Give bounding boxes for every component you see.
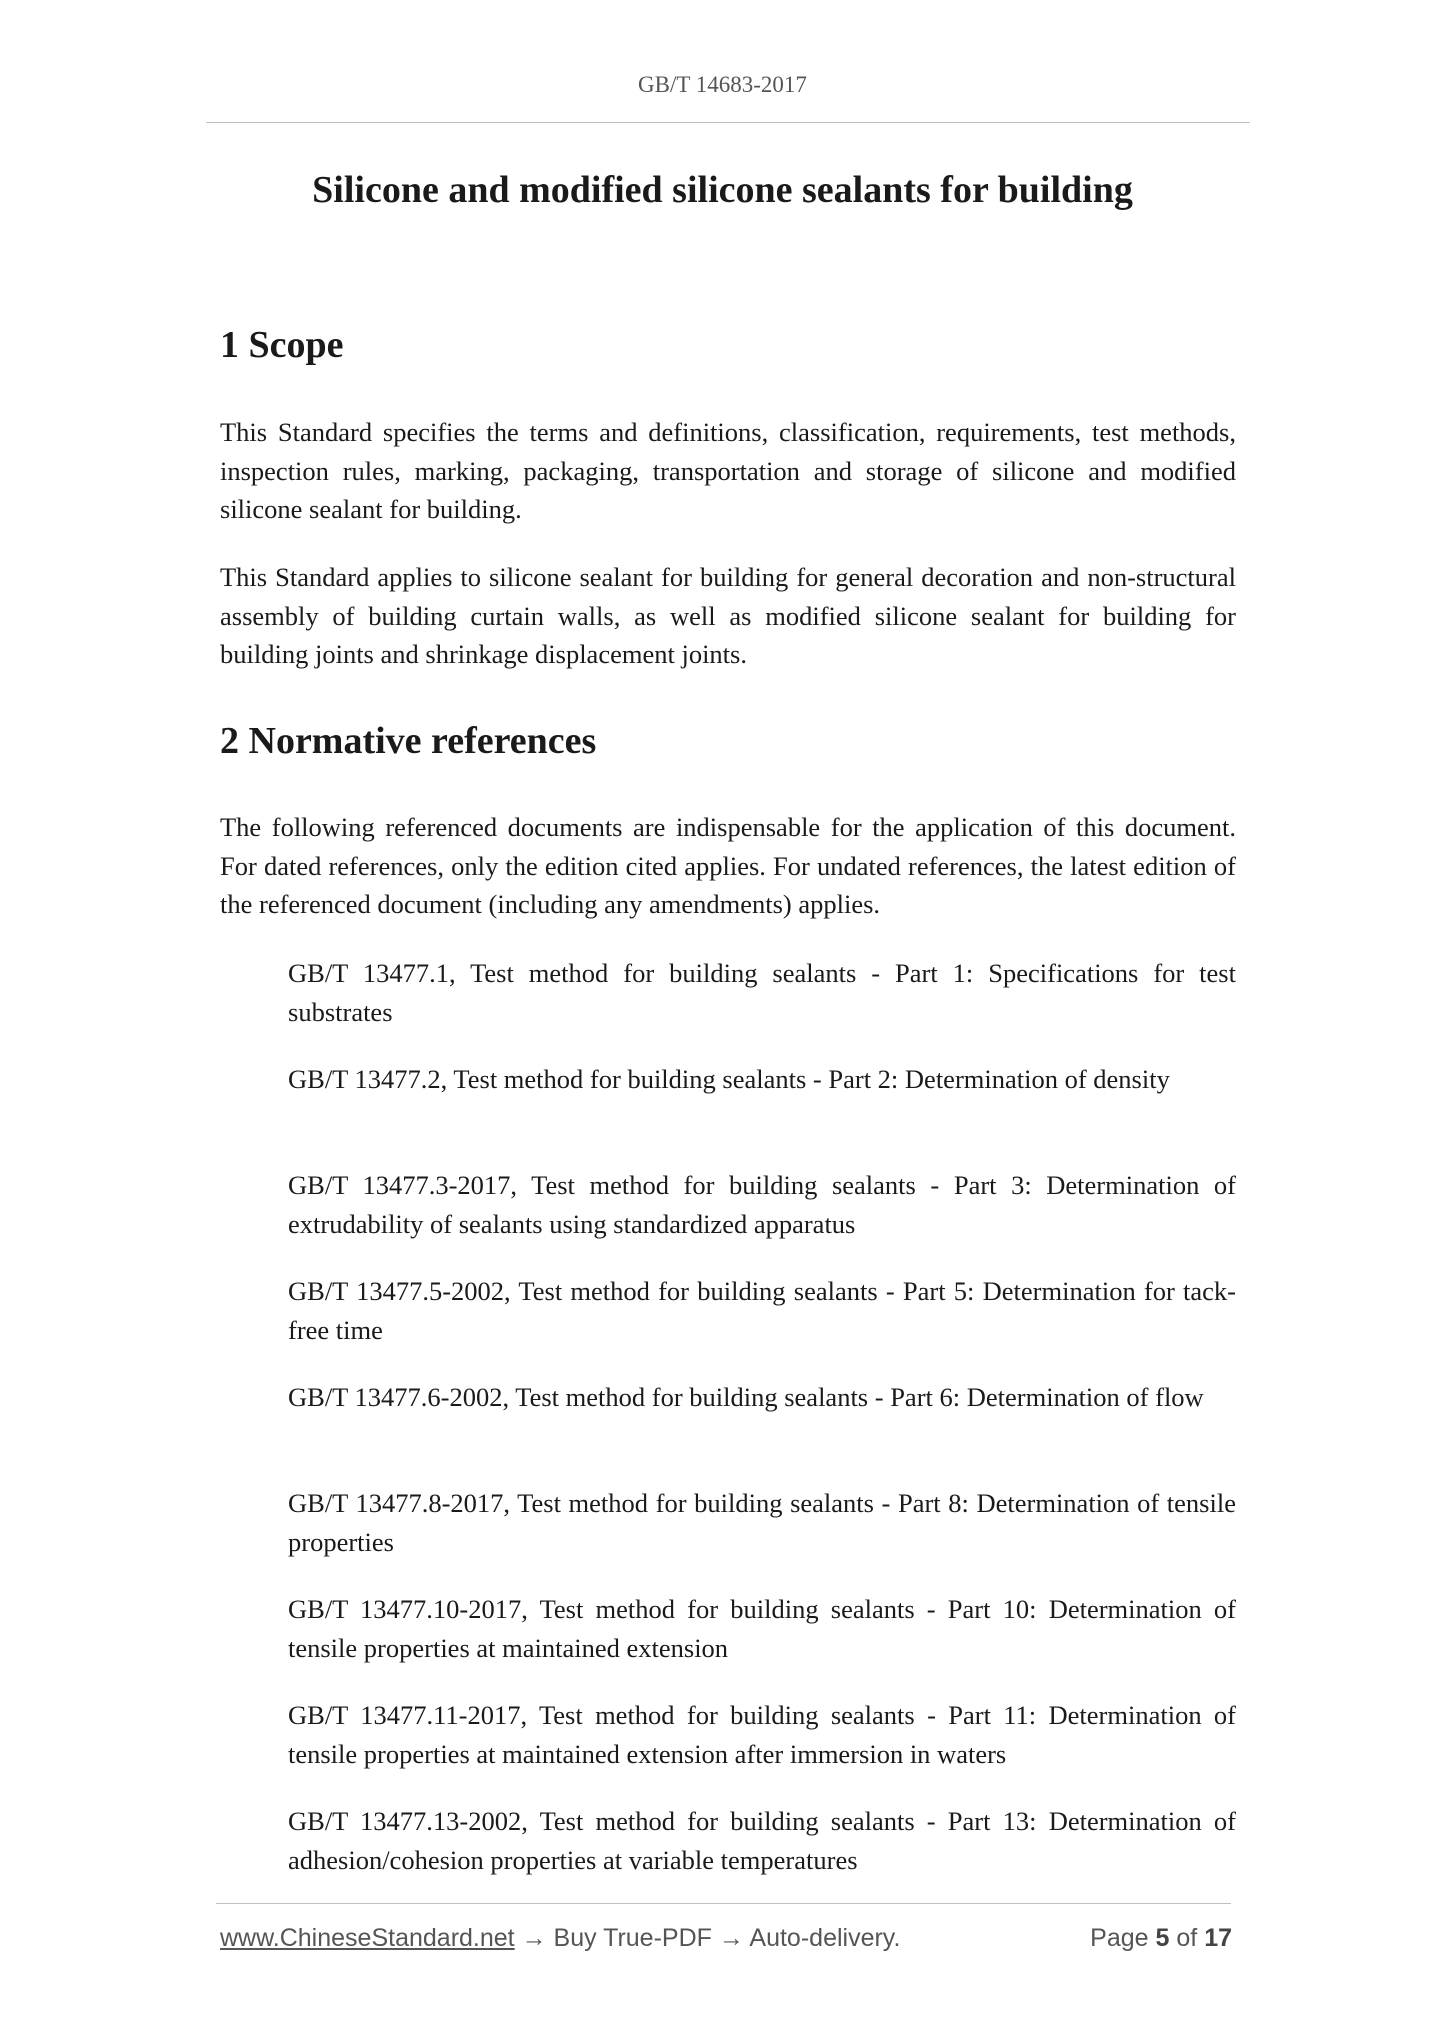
- reference-item: GB/T 13477.3-2017, Test method for building sealants - Part 3: Determination of extrudability of sealants using standardized apparatus: [288, 1170, 1236, 1239]
- scope-heading-block: [220, 322, 1236, 368]
- footer-website-link[interactable]: www.ChineseStandard.net: [220, 1924, 515, 1952]
- normative-references-intro: The following referenced documents are indispensable for the application of this document. For dated references, only the edition cited applies. For undated references, the latest edition of the referenced document (including any amendments) applies.: [220, 812, 1236, 919]
- page-current: 5: [1155, 1924, 1170, 1952]
- page-number-indicator: [1090, 1924, 1232, 1953]
- document-title: Silicone and modified silicone sealants for building: [312, 169, 1133, 211]
- page-footer: [220, 1924, 1232, 1953]
- reference-item: GB/T 13477.2, Test method for building sealants - Part 2: Determination of density: [288, 1064, 1170, 1094]
- reference-item: GB/T 13477.6-2002, Test method for building sealants - Part 6: Determination of flow: [288, 1382, 1204, 1412]
- reference-item: GB/T 13477.13-2002, Test method for building sealants - Part 13: Determination of adhesion/cohesion properties at variable temperatures: [288, 1806, 1236, 1875]
- scope-heading: 1 Scope: [220, 324, 344, 366]
- reference-item: GB/T 13477.5-2002, Test method for building sealants - Part 5: Determination for tack-free time: [288, 1276, 1236, 1345]
- footer-promo-text: → Buy True-PDF → Auto-delivery.: [521, 1924, 901, 1952]
- reference-item: GB/T 13477.8-2017, Test method for building sealants - Part 8: Determination of tensile properties: [288, 1488, 1236, 1557]
- running-header: GB/T 14683-2017: [638, 72, 807, 97]
- normative-references-heading: 2 Normative references: [220, 720, 597, 762]
- reference-item: GB/T 13477.10-2017, Test method for building sealants - Part 10: Determination of tensile properties at maintained extension: [288, 1594, 1236, 1663]
- page-total: 17: [1204, 1924, 1232, 1952]
- scope-paragraph-2-block: [220, 558, 1236, 674]
- footer-divider: [216, 1903, 1231, 1904]
- reference-item: GB/T 13477.11-2017, Test method for building sealants - Part 11: Determination of tensile properties at maintained extension after immersion in waters: [288, 1700, 1236, 1769]
- scope-paragraph-2: This Standard applies to silicone sealant for building for general decoration and non-structural assembly of building curtain walls, as well as modified silicone sealant for building for building joints and shrinkage displacement joints.: [220, 562, 1236, 669]
- header-divider: [206, 122, 1250, 123]
- reference-item: GB/T 13477.1, Test method for building sealants - Part 1: Specifications for test substrates: [288, 958, 1236, 1027]
- scope-paragraph-1: This Standard specifies the terms and definitions, classification, requirements, test methods, inspection rules, marking, packaging, transportation and storage of silicone and modified silicone sealant for building.: [220, 417, 1236, 524]
- scope-paragraph-1-block: [220, 413, 1236, 529]
- normative-references-intro-block: [220, 808, 1236, 924]
- page-label: Page: [1090, 1924, 1149, 1952]
- normative-references-heading-block: [220, 718, 1236, 764]
- page-of-label: of: [1176, 1924, 1198, 1952]
